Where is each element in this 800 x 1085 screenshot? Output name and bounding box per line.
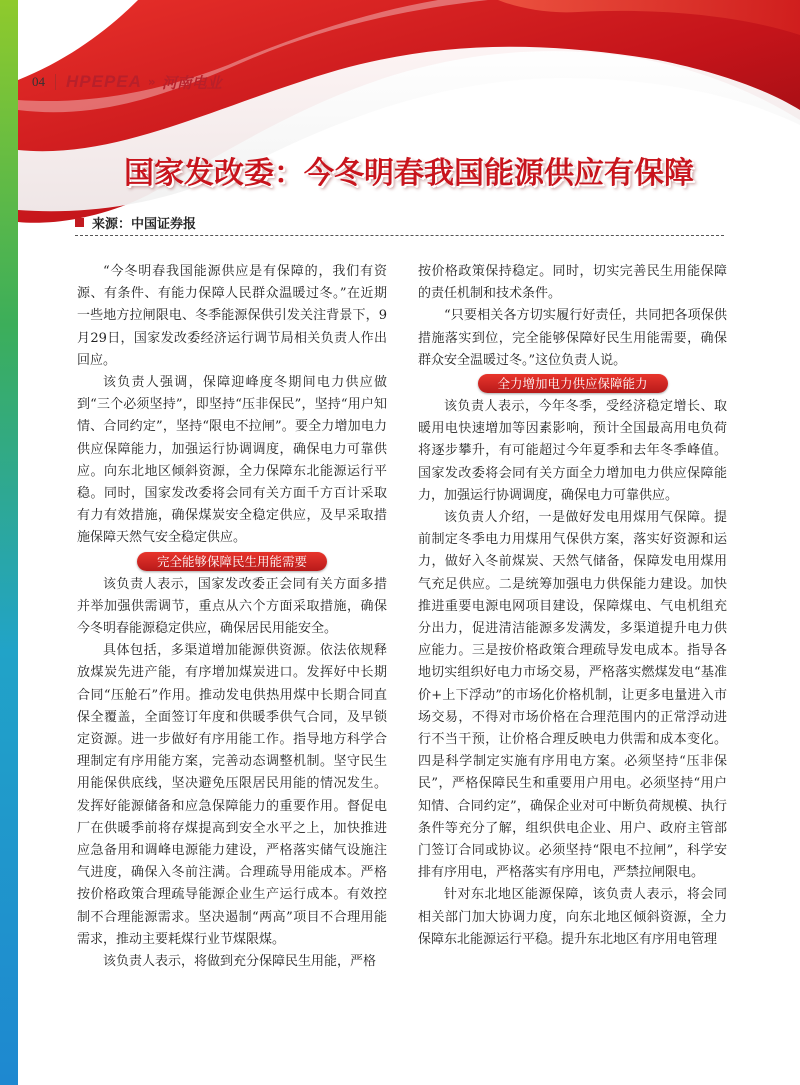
- source-value: 中国证券报: [131, 217, 197, 232]
- article-title: 国家发改委：今冬明春我国能源供应有保障: [124, 156, 694, 191]
- page-header: [32, 70, 222, 94]
- article-paragraph: “只要相关各方切实履行好责任，共同把各项保供措施落实到位，完全能够保障好民生用能需要，确保群众安全温暖过冬。”这位负责人说。: [418, 308, 727, 368]
- article-column-left: [77, 261, 387, 973]
- article-column-right: [418, 261, 727, 951]
- section-heading-power-supply: 全力增加电力供应保障能力: [478, 374, 668, 393]
- page-number: 04: [32, 74, 56, 90]
- dashed-divider: [75, 235, 724, 236]
- section-heading-livelihood: 完全能够保障民生用能需要: [137, 552, 327, 571]
- article-paragraph: “今冬明春我国能源供应是有保障的，我们有资源、有条件、有能力保障人民群众温暖过冬。”在近期一些地方拉闸限电、冬季能源保供引发关注背景下，9月29日，国家发改委经济运行调节局相关负责人作出回应。: [77, 264, 387, 368]
- article-paragraph: 针对东北地区能源保障，该负责人表示，将会同相关部门加大协调力度，向东北地区倾斜资源，全力保障东北能源运行平稳。提升东北地区有序用电管理: [418, 887, 727, 947]
- article-paragraph: 该负责人表示，今年冬季，受经济稳定增长、取暖用电快速增加等因素影响，预计全国最高用电负荷将逐步攀升，有可能超过今年夏季和去年冬季峰值。国家发改委将会同有关方面全力增加电力供应保障能力，加强运行协调调度，确保电力可靠供应。: [418, 399, 727, 503]
- article-paragraph: 该负责人介绍，一是做好发电用煤用气保障。提前制定冬季电力用煤用气保供方案，落实好资源和运力，做好入冬前煤炭、天然气储备，保障发电用煤用气充足供应。二是统筹加强电力供保能力建设。加快推进重要电源电网项目建设，保障煤电、气电机组充分出力，促进清洁能源多发满发，多渠道提升电力供应能力。三是按价格政策合理疏导发电成本。指导各地切实组织好电力市场交易，严格落实燃煤发电“基准价+上下浮动”的市场化价格机制，让更多电量进入市场交易，不得对市场价格在合理范围内的正常浮动进行不当干预，让价格合理反映电力供需和成本变化。四是科学制定实施有序用电方案。必须坚持“压非保民”，严格保障民生和重要用户用电。必须坚持“用户知情、合同约定”，确保企业对可中断负荷规模、执行条件等充分了解，组织供电企业、用户、政府主管部门签订合同或协议。必须坚持“限电不拉闸”，科学安排有序用电，严格落实有序用电，严禁拉闸限电。: [418, 510, 727, 881]
- article-paragraph: 按价格政策保持稳定。同时，切实完善民生用能保障的责任机制和技术条件。: [418, 264, 727, 302]
- article-paragraph: 具体包括，多渠道增加能源供资源。依法依规释放煤炭先进产能，有序增加煤炭进口。发挥好中长期合同“压舱石”作用。推动发电供热用煤中长期合同直保全覆盖，全面签订年度和供暖季供气合同，及早锁定资源。进一步做好有序用能工作。指导地方科学合理制定有序用能方案，完善动态调整机制。坚守民生用能保供底线，坚决避免压限居民用能的情况发生。发挥好能源储备和应急保障能力的重要作用。督促电厂在供暖季前将存煤提高到安全水平之上，加快推进应急备用和调峰电源能力建设，严格落实储气设施注气进度，确保入冬前注满。合理疏导用能成本。严格按价格政策合理疏导能源企业生产运行成本。有效控制不合理能源需求。坚决遏制“两高”项目不合理用能需求，推动主要耗煤行业节煤限煤。: [77, 643, 387, 947]
- brand-logo-latin: HPEPEA: [66, 72, 142, 91]
- brand-logo-chinese: 河南电业: [161, 73, 222, 92]
- source-label: 来源：: [92, 217, 132, 232]
- article-paragraph: 该负责人表示，国家发改委正会同有关方面多措并举加强供需调节，重点从六个方面采取措施，确保今冬明春能源稳定供应，确保居民用能安全。: [77, 576, 387, 637]
- article-source: [75, 213, 196, 232]
- red-square-bullet-icon: [75, 218, 84, 227]
- brand-separator: »: [147, 75, 156, 89]
- left-color-bar: [0, 0, 18, 1085]
- red-ribbon-banner: [18, 0, 800, 230]
- article-paragraph: 该负责人表示，将做到充分保障民生用能，严格: [103, 954, 377, 970]
- article-paragraph: 该负责人强调，保障迎峰度冬期间电力供应做到“三个必须坚持”，即坚持“压非保民”，坚持“用户知情、合同约定”，坚持“限电不拉闸”。要全力增加电力供应保障能力，加强运行协调调度，确保电力可靠供应。向东北地区倾斜资源，全力保障东北能源运行平稳。同时，国家发改委将会同有关方面千方百计采取有力有效措施，确保煤炭安全稳定供应，及早采取措施保障天然气安全稳定供应。: [77, 375, 387, 546]
